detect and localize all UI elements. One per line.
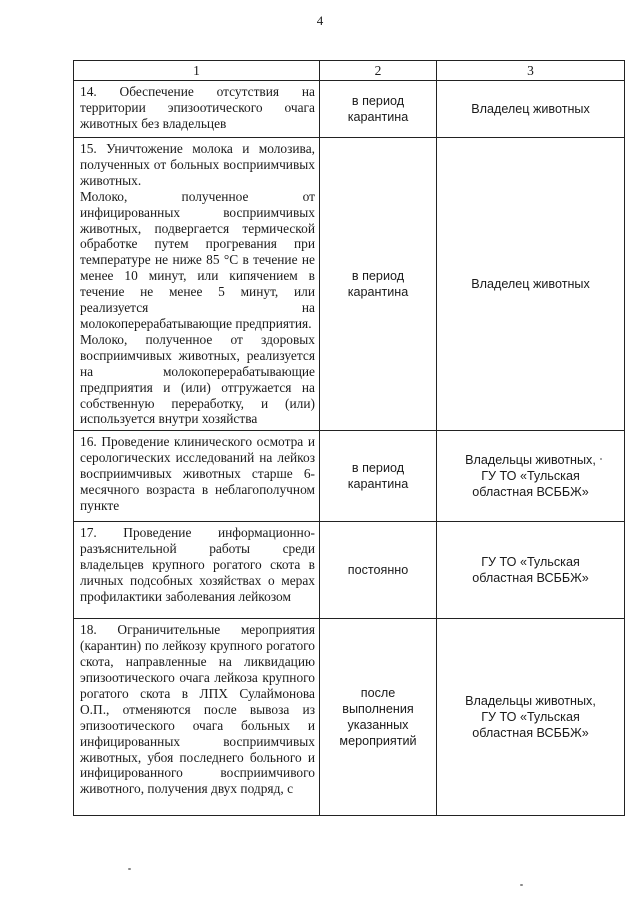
measure-description <box>74 522 320 619</box>
column-header-3: 3 <box>437 61 625 81</box>
responsible-line: ГУ ТО «Тульская <box>481 710 580 725</box>
scan-speck <box>600 458 602 460</box>
column-header-1: 1 <box>74 61 320 81</box>
measure-period <box>320 81 437 138</box>
table-row <box>74 619 625 816</box>
table-row <box>74 431 625 522</box>
period-line: карантина <box>347 285 409 300</box>
scan-speck <box>520 884 523 886</box>
description-paragraph: 17. Проведение информационно-разъяснительной работы среди владельцев крупного рогатого скота в личных подсобных хозяйствах о мерах профилактики заболевания лейкозом <box>80 525 315 604</box>
scan-speck <box>128 868 131 870</box>
description-paragraph: 14. Обеспечение отсутствия на территории эпизоотического очага животных без владельцев <box>80 84 315 131</box>
period-line: карантина <box>347 477 409 492</box>
measure-description <box>74 138 320 431</box>
table-row <box>74 81 625 138</box>
period-line: указанных <box>347 718 409 733</box>
measure-responsible <box>437 522 625 619</box>
measure-description <box>74 81 320 138</box>
measure-period <box>320 431 437 522</box>
measure-responsible <box>437 81 625 138</box>
description-paragraph: Молоко, полученное от инфицированных восприимчивых животных, подвергается термической обработке путем прогревания при температуре не ниже 85 °С в течение не менее 10 минут, или кипячением в течение не менее 5 минут, или реализуется на молокоперерабатывающие предприятия. <box>80 188 315 331</box>
column-header-2: 2 <box>320 61 437 81</box>
period-line: мероприятий <box>339 734 417 749</box>
responsible-line: областная ВСББЖ» <box>472 726 589 741</box>
period-line: выполнения <box>342 702 414 717</box>
measure-description <box>74 431 320 522</box>
responsible-line: областная ВСББЖ» <box>472 485 589 500</box>
period-line: в период <box>351 94 405 108</box>
responsible-line: Владельцы животных, <box>465 453 596 468</box>
period-line: в период <box>351 461 405 476</box>
responsible-line: Владелец животных <box>471 102 590 116</box>
measure-period <box>320 619 437 816</box>
period-line: после <box>360 686 396 701</box>
measure-period <box>320 522 437 619</box>
responsible-line: ГУ ТО «Тульская <box>481 555 580 570</box>
description-paragraph: 18. Ограничительные мероприятия (карантин) по лейкозу крупного рогатого скота, направленные на ликвидацию эпизоотического очага лейкоза крупного рогатого скота в ЛПХ Сулаймонова О.П., отменяются после вывоза из эпизоотического очага больных и инфицированных восприимчивых животных, убоя последнего больного и инфицированного восприимчивого животного, получения двух подряд, с <box>80 622 315 797</box>
description-paragraph: Молоко, полученное от здоровых восприимчивых животных, реализуется на молокоперерабатывающие предприятия и (или) отгружается на собственную переработку, и (или) используется внутри хозяйства <box>80 331 315 427</box>
measure-responsible <box>437 431 625 522</box>
table-header-row <box>74 61 625 81</box>
responsible-line: ГУ ТО «Тульская <box>481 469 580 484</box>
period-line: карантина <box>347 110 409 124</box>
table-row <box>74 138 625 431</box>
measure-description <box>74 619 320 816</box>
description-paragraph: 15. Уничтожение молока и молозива, полученных от больных восприимчивых животных. <box>80 141 315 188</box>
measures-table <box>73 60 625 816</box>
page-number: 4 <box>316 13 324 28</box>
measure-responsible <box>437 138 625 431</box>
table-row <box>74 522 625 619</box>
measure-period <box>320 138 437 431</box>
description-paragraph: 16. Проведение клинического осмотра и серологических исследований на лейкоз восприимчивых животных старше 6-месячного возраста в неблагополучном пункте <box>80 434 315 513</box>
responsible-line: Владельцы животных, <box>465 694 596 709</box>
measure-responsible <box>437 619 625 816</box>
responsible-line: Владелец животных <box>471 277 590 292</box>
period-line: постоянно <box>347 563 409 578</box>
period-line: в период <box>351 269 405 284</box>
responsible-line: областная ВСББЖ» <box>472 571 589 586</box>
